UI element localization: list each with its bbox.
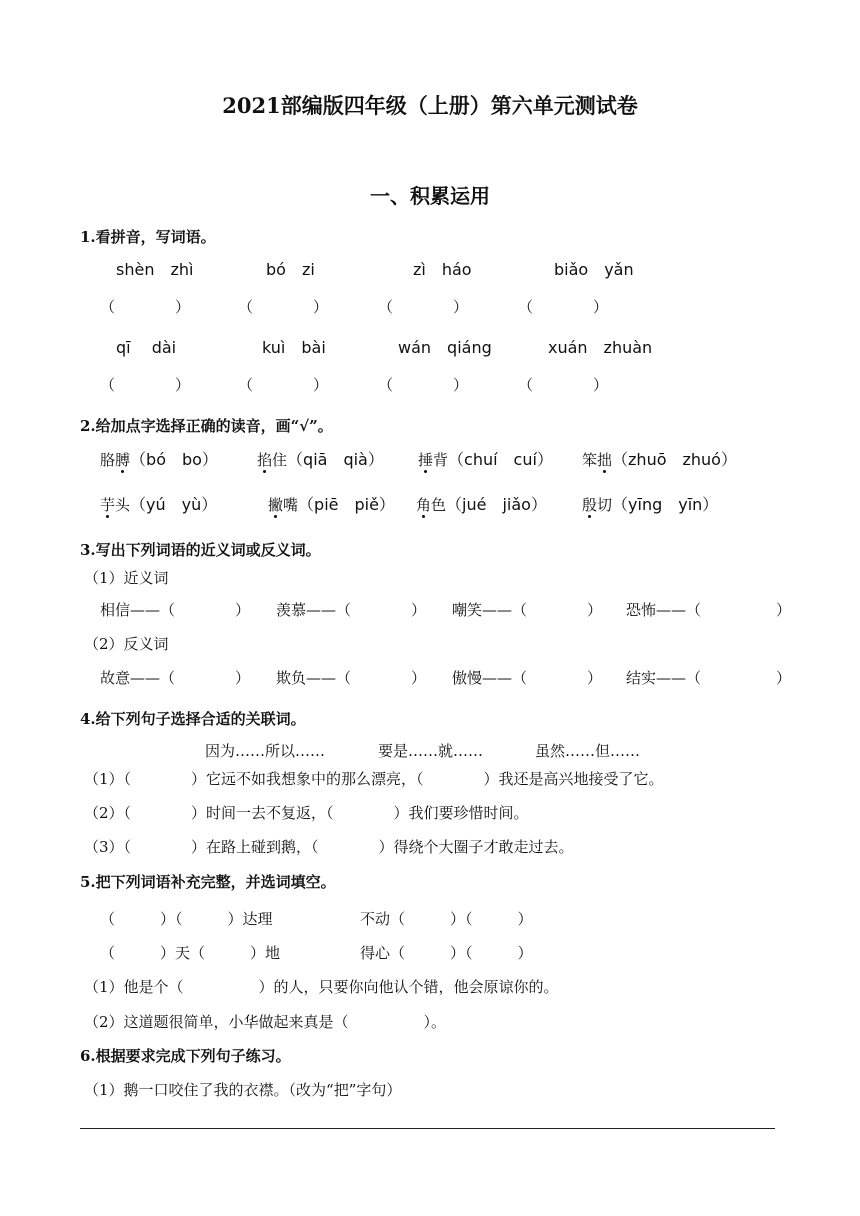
synonym-blank[interactable]: 相信——（ ）: [100, 601, 251, 619]
answer-blank[interactable]: （ ）: [100, 376, 191, 394]
answer-blank[interactable]: （ ）: [378, 298, 469, 316]
pinyin-item: qī dài: [116, 338, 177, 357]
subheading-synonyms: （1）近义词: [84, 569, 169, 587]
idiom-blank[interactable]: 不动（ ）（ ）: [360, 910, 533, 928]
question-6-label: 6.根据要求完成下列句子练习。: [80, 1047, 291, 1065]
idiom-blank[interactable]: （ ）（ ）达理: [100, 910, 273, 928]
fill-sentence[interactable]: （2）这道题很简单，小华做起来真是（ ）。: [84, 1013, 447, 1031]
synonym-blank[interactable]: 嘲笑——（ ）: [452, 601, 603, 619]
page-title: 2021部编版四年级（上册）第六单元测试卷: [222, 93, 638, 118]
dotted-char: 角: [416, 496, 432, 514]
dotted-char: 殷: [582, 496, 598, 514]
question-3-label: 3.写出下列词语的近义词或反义词。: [80, 541, 321, 559]
question-1-label: 1.看拼音，写词语。: [80, 228, 216, 246]
synonym-blank[interactable]: 恐怖——（ ）: [626, 601, 792, 619]
reading-choice-item[interactable]: 殷切（yīng yīn）: [582, 495, 719, 514]
answer-line[interactable]: [80, 1128, 775, 1129]
dotted-char: 拙: [597, 451, 613, 469]
question-2-label: 2.给加点字选择正确的读音，画“√”。: [80, 417, 333, 435]
conjunction-option: 因为……所以……: [205, 742, 326, 760]
fill-sentence[interactable]: （1）（ ）它远不如我想象中的那么漂亮，（ ）我还是高兴地接受了它。: [84, 770, 664, 788]
pinyin-item: shèn zhì: [116, 260, 194, 279]
reading-choice-item[interactable]: 芋头（yú yù）: [100, 495, 218, 514]
fill-sentence[interactable]: （1）他是个（ ）的人，只要你向他认个错，他会原谅你的。: [84, 978, 559, 996]
antonym-blank[interactable]: 傲慢——（ ）: [452, 669, 603, 687]
pinyin-item: kuì bài: [262, 338, 326, 357]
idiom-blank[interactable]: （ ）天（ ）地: [100, 944, 281, 962]
reading-choice-item[interactable]: 掐住（qiā qià）: [257, 450, 384, 469]
conjunction-option: 要是……就……: [378, 742, 484, 760]
reading-choice-item[interactable]: 笨拙（zhuō zhuó）: [582, 450, 737, 469]
antonym-blank[interactable]: 欺负——（ ）: [276, 669, 427, 687]
pinyin-item: bó zi: [266, 260, 315, 279]
pinyin-item: xuán zhuàn: [548, 338, 653, 357]
dotted-char: 捶: [418, 451, 434, 469]
reading-choice-item[interactable]: 胳膊（bó bo）: [100, 450, 218, 469]
answer-blank[interactable]: （ ）: [238, 298, 329, 316]
dotted-char: 掐: [257, 451, 273, 469]
reading-choice-item[interactable]: 捶背（chuí cuí）: [418, 450, 553, 469]
idiom-blank[interactable]: 得心（ ）（ ）: [360, 944, 533, 962]
reading-choice-item[interactable]: 角色（jué jiǎo）: [416, 495, 547, 514]
conjunction-option: 虽然……但……: [535, 742, 641, 760]
exercise-sentence: （1）鹅一口咬住了我的衣襟。（改为“把”字句）: [84, 1081, 402, 1099]
answer-blank[interactable]: （ ）: [518, 298, 609, 316]
answer-blank[interactable]: （ ）: [518, 376, 609, 394]
section-heading: 一、积累运用: [370, 184, 490, 208]
pinyin-item: zì háo: [413, 260, 472, 279]
fill-sentence[interactable]: （2）（ ）时间一去不复返，（ ）我们要珍惜时间。: [84, 804, 529, 822]
pinyin-item: biǎo yǎn: [554, 260, 634, 279]
reading-choice-item[interactable]: 撇嘴（piē piě）: [268, 495, 395, 514]
fill-sentence[interactable]: （3）（ ）在路上碰到鹅，（ ）得绕个大圈子才敢走过去。: [84, 838, 574, 856]
answer-blank[interactable]: （ ）: [378, 376, 469, 394]
antonym-blank[interactable]: 故意——（ ）: [100, 669, 251, 687]
pinyin-item: wán qiáng: [398, 338, 492, 357]
answer-blank[interactable]: （ ）: [100, 298, 191, 316]
dotted-char: 撇: [268, 496, 284, 514]
answer-blank[interactable]: （ ）: [238, 376, 329, 394]
antonym-blank[interactable]: 结实——（ ）: [626, 669, 792, 687]
subheading-antonyms: （2）反义词: [84, 635, 169, 653]
question-5-label: 5.把下列词语补充完整，并选词填空。: [80, 873, 336, 891]
dotted-char: 膊: [115, 451, 131, 469]
question-4-label: 4.给下列句子选择合适的关联词。: [80, 710, 306, 728]
dotted-char: 芋: [100, 496, 116, 514]
synonym-blank[interactable]: 羡慕——（ ）: [276, 601, 427, 619]
